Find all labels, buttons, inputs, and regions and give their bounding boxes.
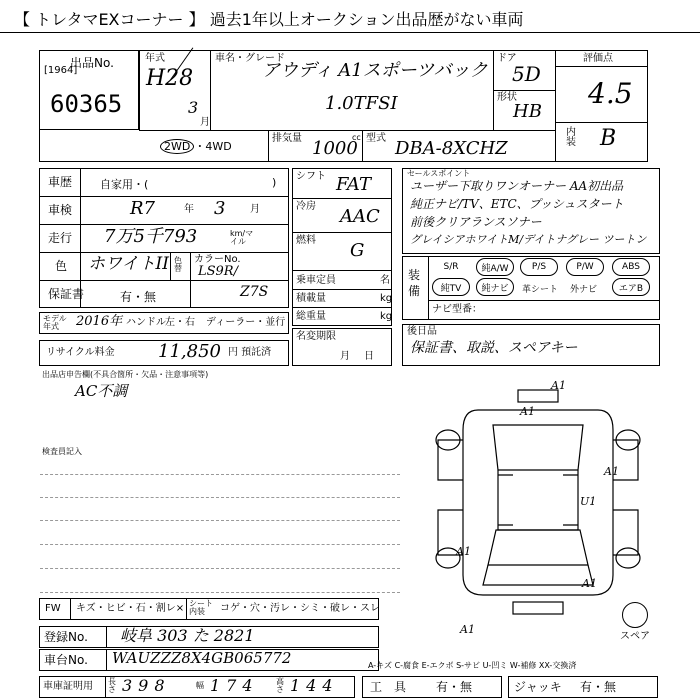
eq-sr: S/R <box>443 262 459 272</box>
shift-label: シフト <box>296 171 326 182</box>
fw-text: キズ・ヒビ・石・割レ× <box>76 603 185 614</box>
damage-mark-2: A1 <box>551 379 566 392</box>
sales-points-label: セールスポイント <box>407 169 471 178</box>
mileage-value: 7万5千793 <box>104 226 198 247</box>
header-bar <box>0 0 700 33</box>
vin-value: WAUZZZ8X4GB065772 <box>112 649 292 667</box>
cert-label: 車庫証明用 <box>43 681 93 692</box>
model-year-label: モデル年式 <box>43 314 67 331</box>
displacement-unit: cc <box>352 133 361 142</box>
name-change-label: 名変期限 <box>296 331 336 342</box>
sales-line-2: 純正ナビ/TV、ETC、プッシュスタート <box>410 197 624 211</box>
shift-value: FAT <box>336 174 371 195</box>
sales-line-1: ユーザー下取りワンオーナー AA初出品 <box>410 179 624 193</box>
sales-line-4: グレイシアホワイトM/デイトナグレー ツートン <box>410 233 647 246</box>
inspector-label: 検査員記入 <box>42 447 82 456</box>
vin-label: 車台No. <box>44 653 88 667</box>
tools-value: 有・無 <box>436 680 473 694</box>
doors-label: ドア <box>497 53 517 64</box>
inspection-label: 車検 <box>48 203 73 217</box>
car-label: 車名・グレード <box>215 53 285 64</box>
car-damage-diagram <box>418 380 658 620</box>
warranty-value: 有・無 <box>120 290 157 304</box>
damage-mark-7: A1 <box>460 623 475 636</box>
damage-legend: A-キズ C-腐食 E-エクボ S-サビ U-凹ミ W-補修 XX-交換済 <box>368 661 577 670</box>
shape-value: HB <box>513 101 542 122</box>
recycle-unit: 円 預託済 <box>228 347 272 358</box>
car-grade: 1.0TFSI <box>325 93 398 114</box>
displacement-value: 1000 <box>312 138 358 159</box>
spare-tire-icon <box>622 602 648 628</box>
damage-mark-4: U1 <box>580 495 597 508</box>
drive-2wd: 2WD <box>160 139 194 154</box>
inspection-era: R7 <box>130 198 156 219</box>
recycle-value: 11,850 <box>158 341 221 362</box>
lot-label: 出品No. <box>70 56 114 70</box>
inspection-month: 3 <box>214 198 226 219</box>
inspection-month-unit: 月 <box>250 204 260 215</box>
car-name: アウディ A1スポーツバック <box>262 60 488 81</box>
warranty-label: 保証書 <box>48 287 85 301</box>
capacity-unit: 名 <box>380 275 390 286</box>
color-no: LS9R/ <box>198 264 238 279</box>
dealer-value: ディーラー・並行 <box>206 317 286 328</box>
fw-label: FW <box>45 603 61 614</box>
eq-ps: P/S <box>520 258 558 276</box>
interior-label: 内装 <box>566 127 576 148</box>
ac-value: AAC <box>340 206 380 227</box>
eq-abs: ABS <box>612 258 650 276</box>
color-label: 色 <box>55 259 68 273</box>
mileage-unit: km/マイル <box>230 229 254 246</box>
handle-value: 左・右 <box>165 317 195 328</box>
notes-value: AC不調 <box>75 382 128 400</box>
year-month-unit: 月 <box>200 117 210 128</box>
mileage-label: 走行 <box>48 231 73 245</box>
cert-wid-label: 幅 <box>196 681 204 690</box>
score-label: 評価点 <box>583 53 613 64</box>
recycle-label: リサイクル料金 <box>46 347 115 358</box>
cert-len-label: 長さ <box>108 677 116 694</box>
color-change-label: 色替 <box>174 256 182 273</box>
load-unit: kg <box>380 293 393 304</box>
header-title: 【 トレタマEXコーナー 】 過去1年以上オークション出品歴がない車両 <box>14 10 524 29</box>
accessories-label: 後日品 <box>407 326 437 337</box>
lot-number: 60365 <box>50 90 123 118</box>
model-value: DBA-8XCHZ <box>395 138 508 159</box>
cert-hei-label: 高さ <box>276 677 284 694</box>
notes-label: 出品店申告欄(不具合箇所・欠品・注意事項等) <box>42 370 209 379</box>
eq-ext-navi: 外ナビ <box>570 285 598 295</box>
year-month: 3 <box>188 98 199 117</box>
weight-label: 総重量 <box>296 311 326 322</box>
jack-value: 有・無 <box>580 680 617 694</box>
year-label: 年式 <box>145 53 165 64</box>
inspection-year-unit: 年 <box>184 204 194 215</box>
model-label: 型式 <box>366 133 386 144</box>
damage-mark-3: A1 <box>604 465 619 478</box>
color-no-2: Z7S <box>240 284 269 300</box>
lot-prefix: [1964] <box>44 65 78 76</box>
seat-label: シート内装 <box>189 599 213 616</box>
registration-label: 登録No. <box>44 630 88 644</box>
history-close: ) <box>272 176 277 189</box>
year-value: H28 <box>146 66 194 91</box>
cert-hei: 144 <box>290 676 339 695</box>
fuel-value: G <box>350 240 365 261</box>
eq-leather: 革シート <box>522 285 559 295</box>
load-label: 積載量 <box>296 293 326 304</box>
color-no-label: カラーNo. <box>194 254 241 265</box>
eq-pw: P/W <box>566 258 604 276</box>
displacement-label: 排気量 <box>272 133 302 144</box>
eq-navi: 純ナビ <box>476 278 514 296</box>
score-value: 4.5 <box>588 77 633 110</box>
history-value: 自家用・( <box>100 178 149 191</box>
cert-wid: 174 <box>210 676 259 695</box>
handle-label: ハンドル <box>126 317 166 328</box>
equipment-label: 装備 <box>408 268 421 298</box>
spare-label: スペア <box>620 631 650 642</box>
shape-label: 形状 <box>497 92 517 103</box>
accessories-value: 保証書、取説、スペアキー <box>410 340 578 356</box>
eq-aw: 純A/W <box>476 258 514 276</box>
jack-label: ジャッキ <box>514 680 562 694</box>
model-year-value: 2016年 <box>76 314 123 329</box>
name-change-unit: 月日 <box>340 351 388 362</box>
eq-tv: 純TV <box>432 278 470 296</box>
seat-text: コゲ・穴・汚レ・シミ・破レ・スレ <box>220 603 380 614</box>
drive-field <box>160 138 232 154</box>
doors-value: 5D <box>512 62 541 86</box>
drive-4wd: ・4WD <box>194 140 232 153</box>
damage-mark-6: A1 <box>582 577 597 590</box>
fuel-label: 燃料 <box>296 235 316 246</box>
sales-line-3: 前後クリアランスソナー <box>410 215 542 229</box>
history-label: 車歴 <box>48 175 73 189</box>
ac-label: 冷房 <box>296 201 316 212</box>
capacity-label: 乗車定員 <box>296 275 336 286</box>
tools-label: 工 具 <box>370 680 407 694</box>
cert-len: 398 <box>122 676 171 695</box>
navi-model-label: ナビ型番： <box>432 304 482 315</box>
interior-value: B <box>600 126 617 151</box>
eq-airbag: エアB <box>612 278 650 296</box>
color-value: ホワイトII <box>88 254 169 274</box>
registration-value: 岐阜 303 た 2821 <box>120 626 255 645</box>
damage-mark-5: A1 <box>456 545 471 558</box>
damage-mark-1: A1 <box>520 405 535 418</box>
weight-unit: kg <box>380 311 393 322</box>
